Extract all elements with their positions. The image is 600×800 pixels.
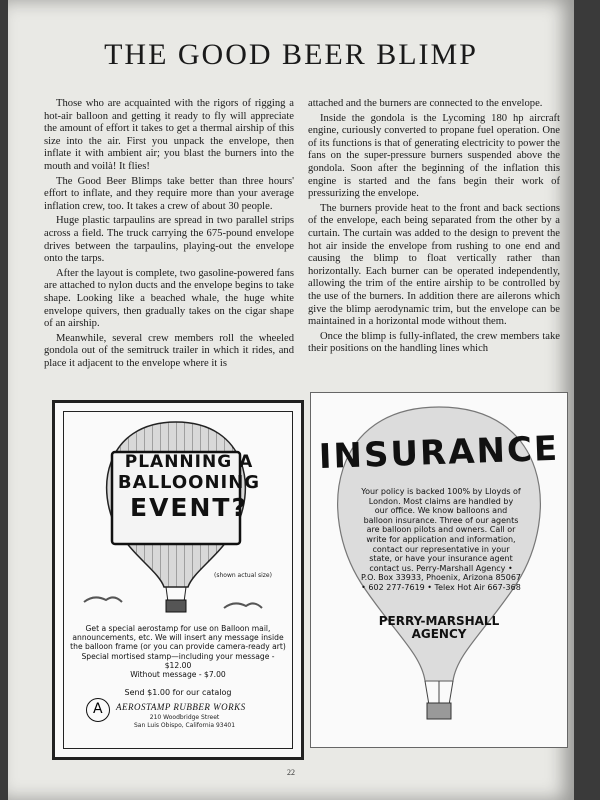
paragraph: After the layout is complete, two gasoline-powered fans are attached to nylon ducts and the envelope begins to take shape. Looking like a beached whale, the huge white envelope quivers, then gradually takes on the cigar shape of an airship. (44, 267, 294, 330)
insurance-advertisement (310, 392, 568, 748)
paragraph: attached and the burners are connected to the envelope. (308, 98, 543, 109)
paragraph: Huge plastic tarpaulins are spread in two parallel strips across a field. The truck carrying the 675-pound envelope drives between the tarpaulins, playing-out the envelope onto the tarps. (44, 215, 294, 265)
ad-description: Get a special aerostamp for use on Balloon mail, announcements, etc. We will insert any message inside the balloon frame (or you can provide camera-ready art) Special mortised stamp—including your message - $12.00 (70, 624, 286, 670)
company-name: AEROSTAMP RUBBER WORKS (116, 702, 246, 712)
magazine-page (8, 0, 574, 800)
paragraph: The burners provide heat to the front and back sections of the envelope, each being separated from the other by a curtain. The curtain was added to the design to prevent the hot air inside the envelope from rushing to one end and causing the blimp to float vertically rather than horizontally. Each burner can be operated independently, allowing the trim of the entire airship to be controlled by the use of the burners. In addition there are ailerons which give the blimp aerodynamic trim, but the envelope can be maintained in a horizontal mode without them. (308, 202, 560, 328)
paragraph: Those who are acquainted with the rigors of rigging a hot-air balloon and getting it ready to fly will appreciate the amount of effort it takes to get a thermal airship of this size into the air. First you unpack the envelope, then inflate it with ambient air; you blast the burners into the mouth and voilà! It flies! (44, 98, 294, 172)
agency-line: PERRY-MARSHALL (378, 614, 500, 628)
ad-frame (63, 411, 293, 749)
company-address (134, 714, 235, 729)
aerostamp-logo-icon (86, 698, 110, 722)
insurance-headline: INSURANCE (318, 428, 560, 478)
aerostamp-advertisement (52, 400, 304, 760)
paragraph: Once the blimp is fully-inflated, the crew members take their positions on the handling lines which (308, 330, 560, 355)
paragraph: Inside the gondola is the Lycoming 180 hp aircraft engine, curiously converted to propane fuel operation. One of its functions is that of generating electricity to power the fans on the super-pressure burners suspended above the gondola. Soon after the beginning of the inflation this engine is started and the fans begin their work of pressurizing the envelope. (308, 112, 560, 200)
logo-letter: A (93, 701, 103, 717)
size-caption: (shown actual size) (214, 572, 272, 579)
price-text: Without message - $7.00 (130, 670, 226, 680)
headline-line: PLANNING A (124, 452, 254, 472)
page-number: 22 (287, 768, 295, 777)
ad-body-text (70, 624, 286, 679)
article-left-column (44, 98, 294, 372)
agency-name (311, 615, 567, 641)
catalog-offer: Send $1.00 for our catalog (124, 688, 232, 697)
address-line: 210 Woodbridge Street (149, 714, 220, 721)
article-right-column (308, 98, 560, 358)
address-line: San Luis Obispo, California 93401 (134, 721, 236, 729)
headline-line: BALLOONING (117, 472, 261, 493)
insurance-body-text: Your policy is backed 100% by Lloyds of London. Most claims are handled by our office. We know balloons and balloon insurance. Three of our agents are balloon pilots and owners. Call or write for application and information, contact our representative in your state, or have your insurance agent contact us. Perry-Marshall Agency • P.O. Box 33933, Phoenix, Arizona 85067 • 602 277-7619 • Telex Hot Air 667-368 (361, 487, 521, 592)
paragraph: Meanwhile, several crew members roll the wheeled gondola out of the semitruck trailer in which it rides, and place it adjacent to the envelope where it is (44, 332, 294, 369)
headline-line: EVENT? (130, 493, 248, 522)
article-title: THE GOOD BEER BLIMP (104, 38, 478, 71)
paragraph: The Good Beer Blimps take better than three hours' effort to inflate, and they require more than your average inflation crew, too. It takes a crew of about 30 people. (44, 175, 294, 212)
ad-headline (114, 452, 264, 522)
agency-line: AGENCY (411, 627, 467, 641)
